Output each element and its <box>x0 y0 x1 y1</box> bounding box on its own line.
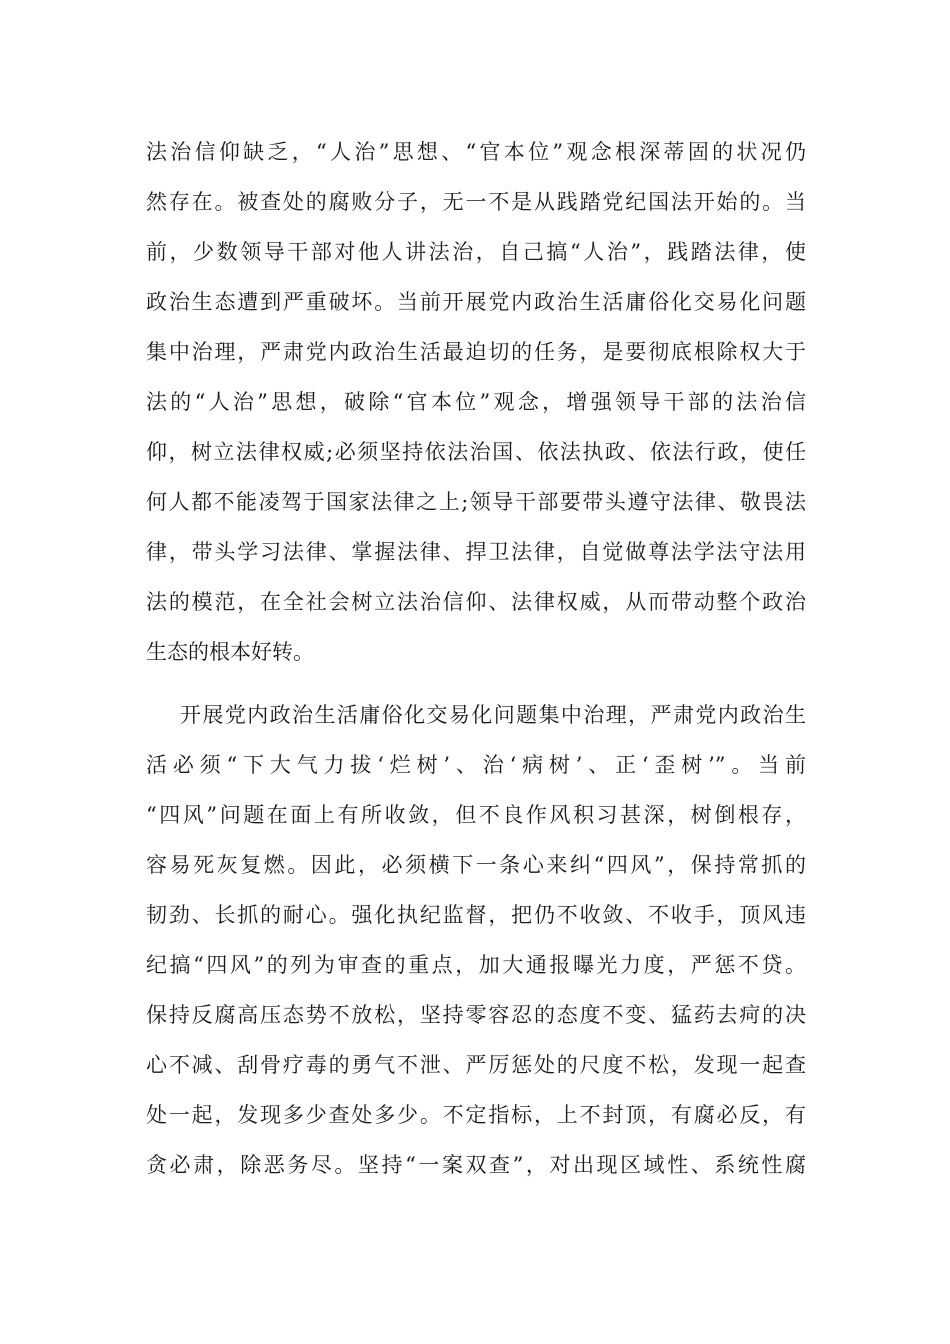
paragraph-rule-of-law <box>146 127 806 677</box>
text-line: 处一起，发现多少查处多少。不定指标，上不封顶，有腐必反，有 <box>146 1103 806 1127</box>
text-line: 纪搞“四风”的列为审查的重点，加大通报曝光力度，严惩不贷。 <box>146 953 806 977</box>
text-line: 保持反腐高压态势不放松，坚持零容忍的态度不变、猛药去疴的决 <box>146 1003 806 1027</box>
text-line: 仰，树立法律权威;必须坚持依法治国、依法执政、依法行政，使任 <box>146 440 806 464</box>
text-line: “四风”问题在面上有所收敛，但不良作风积习甚深，树倒根存， <box>146 803 806 827</box>
text-line: 心不减、刮骨疗毒的勇气不泄、严厉惩处的尺度不松，发现一起查 <box>146 1053 806 1077</box>
text-line: 活必须“下大气力拔‘烂树’、治‘病树’、正‘歪树’”。当前 <box>146 753 806 777</box>
text-line: 法治信仰缺乏，“人治”思想、“官本位”观念根深蒂固的状况仍 <box>146 140 806 164</box>
text-line: 开展党内政治生活庸俗化交易化问题集中治理，严肃党内政治生 <box>180 703 806 727</box>
text-line: 法的模范，在全社会树立法治信仰、法律权威，从而带动整个政治 <box>146 590 806 614</box>
paragraph-four-winds <box>146 690 806 1190</box>
text-line: 法的“人治”思想，破除“官本位”观念，增强领导干部的法治信 <box>146 390 806 414</box>
text-line: 政治生态遭到严重破坏。当前开展党内政治生活庸俗化交易化问题 <box>146 290 806 314</box>
text-line: 生态的根本好转。 <box>146 640 314 664</box>
text-line: 集中治理，严肃党内政治生活最迫切的任务，是要彻底根除权大于 <box>146 340 806 364</box>
text-line: 贪必肃，除恶务尽。坚持“一案双查”，对出现区域性、系统性腐 <box>146 1153 806 1177</box>
text-line: 何人都不能凌驾于国家法律之上;领导干部要带头遵守法律、敬畏法 <box>146 490 806 514</box>
text-line: 韧劲、长抓的耐心。强化执纪监督，把仍不收敛、不收手，顶风违 <box>146 903 806 927</box>
text-line: 前，少数领导干部对他人讲法治，自己搞“人治”，践踏法律，使 <box>146 240 806 264</box>
text-line: 律，带头学习法律、掌握法律、捍卫法律，自觉做尊法学法守法用 <box>146 540 806 564</box>
text-line: 容易死灰复燃。因此，必须横下一条心来纠“四风”，保持常抓的 <box>146 853 806 877</box>
text-line: 然存在。被查处的腐败分子，无一不是从践踏党纪国法开始的。当 <box>146 190 806 214</box>
